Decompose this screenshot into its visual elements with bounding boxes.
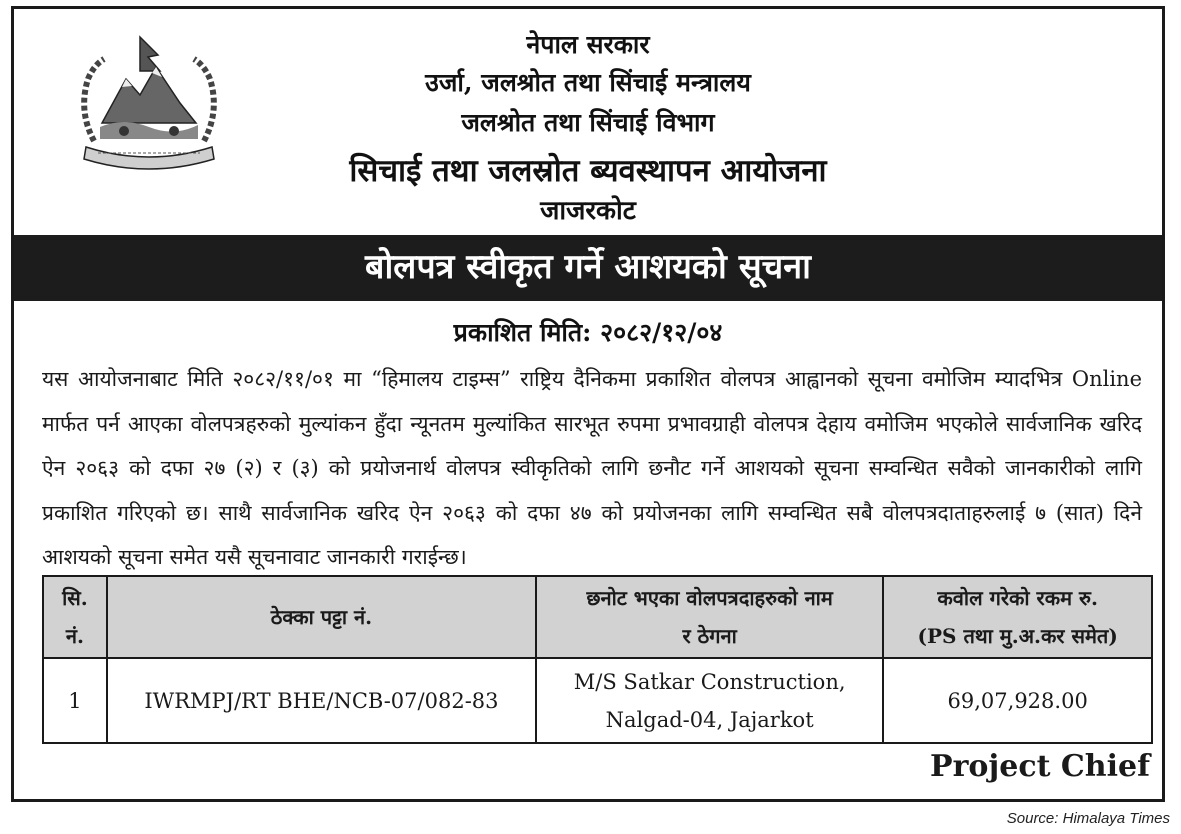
header-serial-line1: सि.	[62, 586, 88, 610]
header-serial	[43, 576, 107, 658]
header-bidder-line1: छनोट भएका वोलपत्रदाहरुको नाम	[586, 586, 833, 610]
header-amount	[883, 576, 1152, 658]
award-table	[42, 575, 1153, 744]
header-contract: ठेक्का पट्टा नं.	[107, 576, 536, 658]
published-date: प्रकाशित मिति: २०८२/१२/०४	[453, 318, 723, 347]
table-header-row	[43, 576, 1152, 658]
row-bidder	[536, 658, 883, 743]
notice-title: बोलपत्र स्वीकृत गर्ने आशयको सूचना	[14, 235, 1162, 301]
project-name: सिचाई तथा जलस्रोत ब्यवस्थापन आयोजना	[349, 153, 827, 189]
header-amount-line2: (PS तथा मु.अ.कर समेत)	[917, 624, 1118, 648]
table-row	[43, 658, 1152, 743]
row-contract-number: IWRMPJ/RT BHE/NCB-07/082-83	[107, 658, 536, 743]
row-amount: 69,07,928.00	[883, 658, 1152, 743]
department-name: जलश्रोत तथा सिंचाई विभाग	[461, 108, 715, 137]
row-bidder-name: M/S Satkar Construction,	[573, 669, 846, 694]
header-bidder	[536, 576, 883, 658]
notice-body: यस आयोजनाबाट मिति २०८२/११/०१ मा “हिमालय टाइम्स” राष्ट्रिय दैनिकमा प्रकाशित वोलपत्र आह्वानको सूचना वमोजिम म्यादभित्र Online मार्फत पर्न आएका वोलपत्रहरुको मुल्यांकन हुँदा न्यूनतम मुल्यांकित सारभूत रुपमा प्रभावग्राही वोलपत्र देहाय वमोजिम भएकोले सार्वजानिक खरिद ऐन २०६३ को दफा २७ (२) र (३) को प्रयोजनार्थ वोलपत्र स्वीकृतिको लागि छनौट गर्ने आशयको सूचना सम्वन्धित सवैको जानकारीको लागि प्रकाशित गरिएको छ। साथै सार्वजानिक खरिद ऐन २०६३ को दफा ४७ को प्रयोजनका लागि सम्वन्धित सबै वोलपत्रदाताहरुलाई ७ (सात) दिने आशयको सूचना समेत यसै सूचनावाट जानकारी गराईन्छ।	[42, 367, 1142, 570]
header-serial-line2: नं.	[65, 624, 84, 648]
header-amount-line1: कवोल गरेको रकम रु.	[937, 586, 1098, 610]
ministry-name: उर्जा, जलश्रोत तथा सिंचाई मन्त्रालय	[425, 68, 751, 97]
source-credit: Source: Himalaya Times	[1006, 810, 1170, 827]
location-name: जाजरकोट	[540, 196, 636, 226]
notice-frame	[11, 6, 1165, 802]
row-serial: 1	[43, 658, 107, 743]
signoff-title: Project Chief	[930, 749, 1150, 784]
govt-name: नेपाल सरकार	[526, 30, 650, 59]
row-bidder-address: Nalgad-04, Jajarkot	[605, 707, 814, 732]
header-bidder-line2: र ठेगना	[682, 624, 737, 648]
